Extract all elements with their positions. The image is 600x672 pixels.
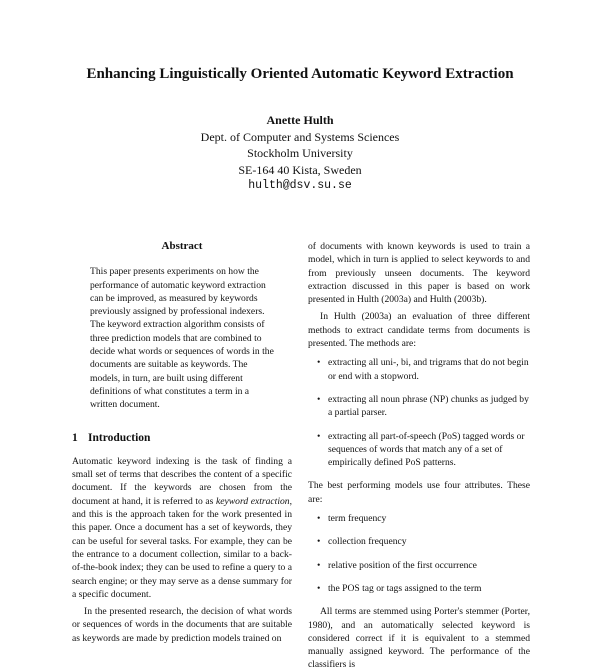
list-item: • collection frequency: [317, 536, 407, 548]
bullet-icon: •: [317, 559, 321, 571]
emphasis-keyword-extraction: keyword extraction: [215, 495, 290, 507]
right-column: [308, 240, 530, 671]
bullet-icon: •: [317, 357, 321, 369]
abstract-text: This paper presents experiments on how the performance of automatic keyword extraction can be improved, as measured by keywords previously assigned by professional indexers. The keyword extraction algorithm consists of three prediction models that are combined to decide what words or sequences of words in the documents are suitable as keywords. The models, in turn, are built using different definitions of what constitutes a term in a written document.: [90, 266, 274, 411]
attributes-list: [308, 512, 530, 595]
right-paragraph-2: In Hulth (2003a) an evaluation of three different methods to extract candidate terms from documents is presented. The methods are:: [308, 311, 530, 350]
section-number: 1: [72, 431, 78, 444]
right-paragraph-4: All terms are stemmed using Porter's stemmer (Porter, 1980), and an automatically selected keyword is considered correct if it is equivalent to a stemmed manually assigned keyword. The performance of the classifiers is: [308, 606, 530, 671]
left-column: [72, 240, 292, 644]
list-item: • extracting all uni-, bi, and trigrams that do not begin or end with a stopword.: [317, 357, 529, 382]
list-item: • the POS tag or tags assigned to the term: [317, 582, 482, 594]
list-item: • relative position of the first occurrence: [317, 559, 477, 571]
list-item: • extracting all part-of-speech (PoS) tagged words or sequences of words that match any of a set of empirically defined PoS patterns.: [317, 430, 525, 469]
right-paragraph-1: of documents with known keywords is used to train a model, which in turn is applied to select keywords to and from previously unseen documents. The keyword extraction discussed in this paper is based on work presented in Hulth (2003a) and Hulth (2003b).: [308, 241, 530, 306]
author-name: Anette Hulth: [266, 113, 334, 127]
section-heading-introduction: [72, 432, 292, 445]
methods-list: [308, 356, 530, 469]
bullet-icon: •: [317, 430, 321, 442]
author-affiliation: Dept. of Computer and Systems Sciences: [200, 129, 400, 144]
author-address: SE-164 40 Kista, Sweden: [238, 162, 362, 177]
list-item: • extracting all noun phrase (NP) chunks as judged by a partial parser.: [317, 393, 529, 419]
section-title: Introduction: [88, 431, 151, 444]
abstract-heading: Abstract: [161, 240, 203, 252]
intro-paragraph-1: Automatic keyword indexing is the task of finding a small set of terms that describes the content of a specific document. If the keywords are chosen from the document at hand, it is referred to as keyword extraction, and this is the approach taken for the work presented in this paper. Once a document has a set of keywords, they can be useful for several tasks. For example, they can be the entrance to a document collection, similar to a back-of-the-book index; they can be used to refine a query to a search engine; or they may serve as a dense summary for a specific document.: [72, 455, 292, 600]
author-block: [0, 112, 600, 195]
list-item: • term frequency: [317, 513, 387, 525]
bullet-icon: •: [317, 513, 321, 525]
bullet-icon: •: [317, 536, 321, 548]
paper-title: Enhancing Linguistically Oriented Automatic Keyword Extraction: [86, 66, 514, 82]
right-paragraph-3: The best performing models use four attributes. These are:: [308, 480, 530, 505]
bullet-icon: •: [317, 582, 321, 594]
author-email[interactable]: hulth@dsv.su.se: [248, 179, 352, 192]
intro-paragraph-2: In the presented research, the decision of what words or sequences of words in the documents that are suitable as keywords are made by prediction models trained on: [72, 606, 292, 644]
author-university: Stockholm University: [247, 146, 353, 160]
bullet-icon: •: [317, 393, 321, 405]
